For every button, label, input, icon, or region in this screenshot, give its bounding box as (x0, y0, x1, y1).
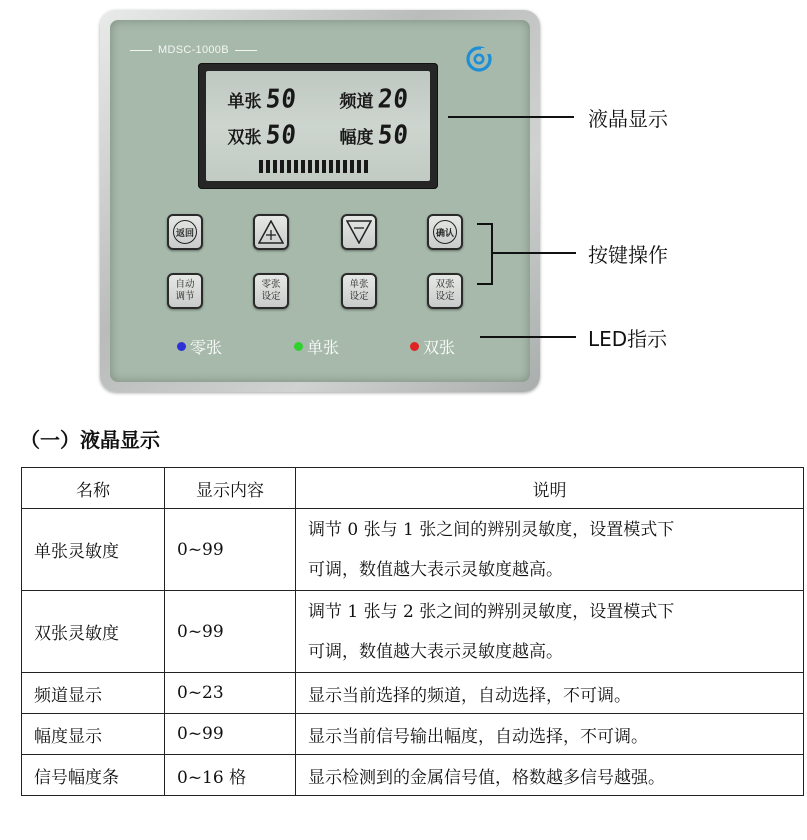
lcd-double (206, 121, 318, 149)
table-header-row (22, 468, 804, 509)
auto-adjust-button-label: 自动 调节 (175, 279, 195, 302)
cell-desc: 显示当前选择的频道，自动选择，不可调。 (296, 673, 804, 714)
lcd-spec-table (21, 467, 804, 796)
lcd-callout-line (448, 116, 574, 118)
lcd-frame (198, 63, 438, 189)
double-sheet-set-button[interactable] (427, 273, 463, 309)
lcd-row-2 (206, 121, 430, 149)
signal-bar-segment (301, 160, 305, 173)
lcd-channel-label: 频道 (339, 91, 374, 112)
zero-sheet-set-button[interactable] (253, 273, 289, 309)
signal-bar-segment (357, 160, 361, 173)
device-frame (100, 10, 540, 392)
lcd-callout-label: 液晶显示 (588, 107, 668, 131)
keys-callout-line (493, 252, 576, 254)
confirm-button-label: 确认 (433, 220, 457, 244)
lcd-screen (206, 71, 430, 181)
cell-content: 0~16 格 (165, 755, 296, 796)
lcd-single-value: 50 (263, 83, 299, 115)
lcd-amplitude-label: 幅度 (339, 127, 374, 148)
header-desc: 说明 (296, 468, 804, 509)
back-button[interactable] (167, 214, 203, 250)
signal-bar-segment (364, 160, 368, 173)
led-callout-label: LED指示 (588, 327, 668, 351)
cell-desc: 显示当前信号输出幅度，自动选择，不可调。 (296, 714, 804, 755)
single-sheet-set-button[interactable] (341, 273, 377, 309)
led-double-dot (410, 342, 419, 351)
cell-name: 双张灵敏度 (22, 591, 165, 673)
signal-bar-segment (322, 160, 326, 173)
cell-desc: 显示检测到的金属信号值，格数越多信号越强。 (296, 755, 804, 796)
triangle-up-plus-icon (258, 220, 284, 244)
led-zero-label: 零张 (190, 337, 223, 357)
cell-content: 0~23 (165, 673, 296, 714)
double-sheet-set-button-label: 双张 设定 (435, 279, 455, 302)
signal-bar-segment (294, 160, 298, 173)
led-single (294, 336, 339, 356)
led-double-label: 双张 (423, 337, 456, 357)
cell-desc-line-1: 调节 1 张与 2 张之间的辨别灵敏度，设置模式下 (308, 601, 675, 622)
cell-desc-line-2: 可调，数值越大表示灵敏度越高。 (308, 641, 563, 662)
lcd-channel (318, 85, 430, 113)
lcd-single-label: 单张 (227, 91, 262, 112)
cell-desc-line-1: 调节 0 张与 1 张之间的辨别灵敏度，设置模式下 (308, 519, 675, 540)
confirm-button[interactable] (427, 214, 463, 250)
cell-name: 单张灵敏度 (22, 509, 165, 591)
single-sheet-set-button-label: 单张 设定 (349, 279, 369, 302)
signal-bar-segment (343, 160, 347, 173)
minus-button[interactable] (341, 214, 377, 250)
led-callout-line (480, 336, 576, 338)
cell-desc (296, 591, 804, 673)
cell-name: 频道显示 (22, 673, 165, 714)
table-row (22, 673, 804, 714)
lcd-single (206, 85, 318, 113)
header-name: 名称 (22, 468, 165, 509)
keys-callout-label: 按键操作 (588, 243, 668, 267)
header-content: 显示内容 (165, 468, 296, 509)
cell-content: 0~99 (165, 714, 296, 755)
signal-bar-segment (266, 160, 270, 173)
zero-sheet-set-button-label: 零张 设定 (261, 279, 281, 302)
signal-bar-segment (336, 160, 340, 173)
table-row (22, 509, 804, 591)
signal-bar-segment (329, 160, 333, 173)
keys-bracket (477, 223, 493, 285)
cell-name: 信号幅度条 (22, 755, 165, 796)
cell-name: 幅度显示 (22, 714, 165, 755)
led-double (410, 336, 455, 356)
back-button-label: 返回 (173, 220, 197, 244)
lcd-double-label: 双张 (227, 127, 262, 148)
signal-bar-segment (280, 160, 284, 173)
table-row (22, 755, 804, 796)
cell-content: 0~99 (165, 509, 296, 591)
led-zero-dot (177, 342, 186, 351)
led-single-label: 单张 (307, 337, 340, 357)
signal-bar-segment (350, 160, 354, 173)
brand-logo-icon (466, 46, 492, 72)
table-row (22, 714, 804, 755)
lcd-channel-value: 20 (375, 83, 411, 115)
table-row (22, 591, 804, 673)
signal-bar-segment (287, 160, 291, 173)
led-single-dot (294, 342, 303, 351)
led-zero (177, 336, 222, 356)
lcd-double-value: 50 (263, 119, 299, 151)
lcd-row-1 (206, 85, 430, 113)
auto-adjust-button[interactable] (167, 273, 203, 309)
cell-content: 0~99 (165, 591, 296, 673)
triangle-down-minus-icon (346, 220, 372, 244)
model-label (130, 44, 300, 56)
section-heading: （一）液晶显示 (20, 428, 160, 452)
device-panel (110, 20, 530, 382)
lcd-amplitude-value: 50 (375, 119, 411, 151)
plus-button[interactable] (253, 214, 289, 250)
signal-bar-segment (273, 160, 277, 173)
signal-bar (259, 160, 368, 173)
signal-bar-segment (315, 160, 319, 173)
model-label-dash-left (130, 50, 152, 51)
cell-desc (296, 509, 804, 591)
lcd-amplitude (318, 121, 430, 149)
model-name: MDSC-1000B (158, 44, 229, 56)
model-label-dash-right (235, 50, 257, 51)
signal-bar-segment (259, 160, 263, 173)
cell-desc-line-2: 可调，数值越大表示灵敏度越高。 (308, 559, 563, 580)
signal-bar-segment (308, 160, 312, 173)
